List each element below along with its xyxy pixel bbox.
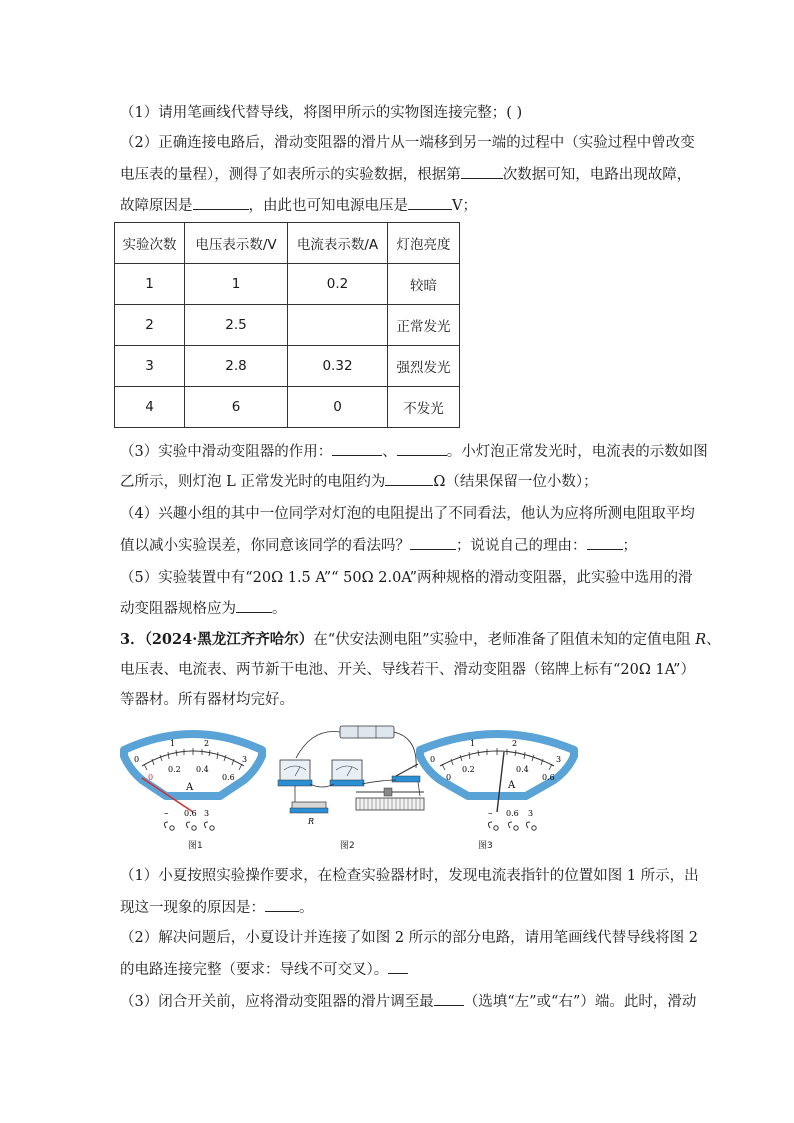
q2-part1: （1）请用笔画线代替导线，将图甲所示的实物图连接完整；( ) (120, 105, 523, 121)
terminal-icon (494, 826, 498, 830)
terminal-label: – (488, 809, 493, 819)
terminal-icon (204, 822, 208, 828)
q3-intro-line2: 电压表、电流表、两节新干电池、开关、导线若干、滑动变阻器（铭牌上标有“20Ω 1A”） (120, 662, 695, 678)
table-row (115, 264, 460, 305)
terminal-icon (210, 826, 214, 830)
figure-3-ammeter (412, 722, 582, 838)
experiment-data-table (114, 222, 460, 428)
scale-label: 1 (470, 739, 476, 748)
answer-blank[interactable] (332, 441, 382, 456)
table-header-cell: 灯泡亮度 (388, 223, 460, 264)
table-header-cell: 电压表示数/V (185, 223, 288, 264)
table-cell: 正常发光 (388, 305, 460, 346)
terminal-icon (186, 822, 190, 828)
q2-part4-line1: （4）兴趣小组的其中一位同学对灯泡的电阻提出了不同看法，他认为应将所测电阻取平均 (120, 506, 695, 522)
table-cell: 4 (115, 387, 185, 428)
scale-label: 0 (446, 773, 452, 782)
wire (362, 780, 396, 784)
scale-label: 3 (556, 755, 562, 764)
figure-1-caption: 图1 (188, 841, 203, 851)
terminal-icon (532, 826, 536, 830)
table-cell: 1 (115, 264, 185, 305)
answer-blank[interactable] (434, 991, 464, 1006)
table-cell: 较暗 (388, 264, 460, 305)
answer-blank[interactable] (587, 535, 623, 550)
table-header-cell: 实验次数 (115, 223, 185, 264)
meter-unit-label: A (508, 780, 516, 791)
table-row (115, 346, 460, 387)
q2-part3-line1: （3）实验中滑动变阻器的作用： 、 。小灯泡正常发光时，电流表的示数如图 (120, 441, 708, 462)
table-row (115, 305, 460, 346)
answer-blank[interactable] (385, 471, 433, 486)
table-cell: 2.8 (185, 346, 288, 387)
scale-label: 0.4 (196, 765, 209, 774)
figure-2-caption: 图2 (340, 841, 355, 851)
table-cell: 6 (185, 387, 288, 428)
figure-3-caption: 图3 (478, 841, 493, 851)
terminal-icon (488, 822, 492, 828)
table-cell: 2 (115, 305, 185, 346)
table-cell: 强烈发光 (388, 346, 460, 387)
question-number: 3． (120, 631, 145, 648)
scale-label: 0.6 (542, 773, 555, 782)
answer-blank[interactable] (410, 535, 456, 550)
q2-part4-line2: 值以减小实验误差，你同意该同学的看法吗？ ；说说自己的理由： ； (120, 535, 637, 556)
answer-blank[interactable] (408, 195, 452, 210)
battery-icon (340, 726, 394, 738)
answer-blank[interactable] (193, 195, 249, 210)
q3-part2-line1: （2）解决问题后，小夏设计并连接了如图 2 所示的部分电路，请用笔画线代替导线将图 2 (120, 930, 698, 946)
q3-intro-line1: 3．（2024·黑龙江齐齐哈尔）在“伏安法测电阻”实验中，老师准备了阻值未知的定值电阻 R、 (120, 631, 721, 648)
table-cell: 1 (185, 264, 288, 305)
answer-blank[interactable] (236, 598, 272, 613)
q3-part3-line1: （3）闭合开关前，应将滑动变阻器的滑片调至最 （选填“左”或“右”）端。此时，滑动 (120, 991, 696, 1012)
q3-part1-line2: 现这一现象的原因是： 。 (120, 897, 314, 918)
q2-part3-line2: 乙所示，则灯泡 L 正常发光时的电阻约为 Ω（结果保留一位小数）； (120, 471, 598, 492)
terminal-icon (526, 822, 530, 828)
scale-label: 3 (242, 755, 248, 764)
terminal-label: 3 (204, 809, 210, 818)
terminal-icon (514, 826, 518, 830)
figure-2-circuit (272, 720, 432, 838)
table-cell: 2.5 (185, 305, 288, 346)
terminal-icon (164, 822, 168, 828)
scale-label: 1 (170, 739, 176, 748)
scale-label: 0 (430, 755, 436, 764)
answer-blank[interactable] (265, 897, 299, 912)
table-cell: 不发光 (388, 387, 460, 428)
terminal-icon (192, 826, 196, 830)
q3-part1-line1: （1）小夏按照实验操作要求，在检查实验器材时，发现电流表指针的位置如图 1 所示，出 (120, 868, 699, 884)
scale-label: 0.2 (168, 765, 181, 774)
table-header-row (115, 223, 460, 264)
meter-dial-frame (420, 734, 574, 796)
q2-part2-line3: 故障原因是 ，由此也可知电源电压是 V； (120, 195, 477, 216)
terminal-label: 0.6 (184, 809, 197, 818)
ammeter-icon (280, 760, 310, 782)
scale-label: 0.6 (222, 773, 235, 782)
voltmeter-icon (332, 760, 362, 782)
scale-label: 0 (134, 755, 140, 764)
table-cell: 0.2 (288, 264, 388, 305)
answer-blank[interactable] (388, 959, 408, 974)
table-cell: 0.32 (288, 346, 388, 387)
answer-blank[interactable] (461, 164, 503, 179)
q2-part5-line1: （5）实验装置中有“20Ω 1.5 A”“ 50Ω 2.0A”两种规格的滑动变阻器，此实验中选用的滑 (120, 570, 693, 586)
terminal-label: – (164, 809, 169, 819)
question-source: （2024·黑龙江齐齐哈尔） (144, 631, 314, 648)
resistor-label: R (308, 817, 315, 826)
scale-label: 0 (148, 773, 154, 782)
q2-part2-line1: （2）正确连接电路后，滑动变阻器的滑片从一端移到另一端的过程中（实验过程中曾改变 (120, 135, 695, 151)
q2-part2-line2: 电压表的量程），测得了如表所示的实验数据，根据第 次数据可知，电路出现故障， (120, 164, 691, 185)
table-cell: 3 (115, 346, 185, 387)
figure-1-ammeter (118, 722, 268, 838)
terminal-icon (508, 822, 512, 828)
q2-part5-line2: 动变阻器规格应为 。 (120, 598, 287, 619)
terminal-label: 0.6 (506, 809, 519, 818)
q3-part2-line2: 的电路连接完整（要求：导线不可交叉）。 (120, 959, 408, 980)
terminal-icon (170, 826, 174, 830)
meter-unit-label: A (186, 782, 194, 793)
scale-label: 2 (204, 739, 210, 748)
table-cell[interactable] (288, 305, 388, 346)
q3-intro-line3: 等器材。所有器材均完好。 (120, 692, 294, 708)
scale-label: 0.2 (462, 765, 475, 774)
table-cell: 0 (288, 387, 388, 428)
answer-blank[interactable] (397, 441, 447, 456)
table-header-cell: 电流表示数/A (288, 223, 388, 264)
scale-label: 0.4 (516, 765, 529, 774)
scale-label: 2 (512, 739, 518, 748)
terminal-label: 3 (528, 809, 534, 818)
table-row (115, 387, 460, 428)
wire (296, 732, 340, 758)
